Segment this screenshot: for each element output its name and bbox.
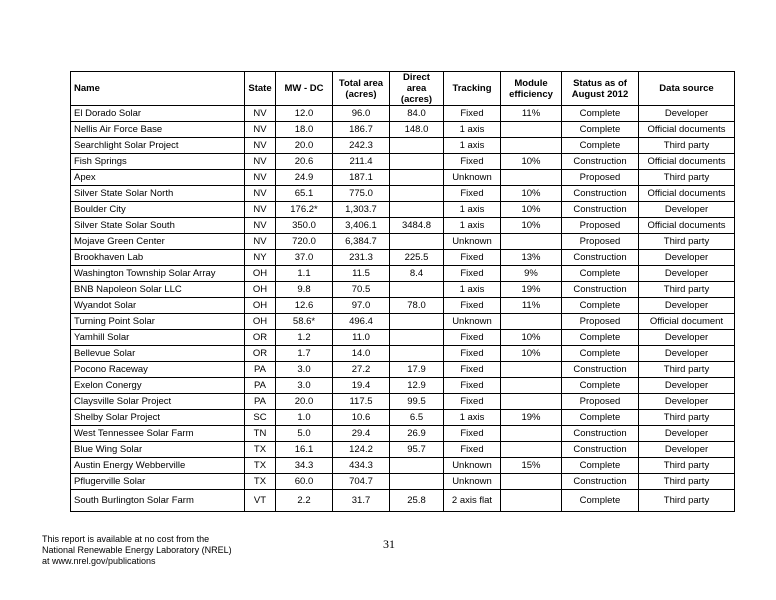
cell-mw-dc: 37.0 bbox=[276, 250, 333, 266]
cell-data-source: Official documents bbox=[639, 154, 735, 170]
header-name: Name bbox=[71, 72, 245, 106]
cell-tracking: Fixed bbox=[444, 266, 501, 282]
cell-state: NV bbox=[245, 170, 276, 186]
cell-state: PA bbox=[245, 362, 276, 378]
cell-mw-dc: 5.0 bbox=[276, 426, 333, 442]
cell-module-efficiency bbox=[501, 138, 562, 154]
table-row bbox=[71, 474, 735, 490]
cell-name: Brookhaven Lab bbox=[71, 250, 245, 266]
cell-data-source: Developer bbox=[639, 426, 735, 442]
footer-line-2: National Renewable Energy Laboratory (NREL) bbox=[42, 545, 232, 555]
cell-total-area: 3,406.1 bbox=[333, 218, 390, 234]
cell-tracking: 1 axis bbox=[444, 282, 501, 298]
table-row bbox=[71, 122, 735, 138]
cell-total-area: 11.0 bbox=[333, 330, 390, 346]
cell-mw-dc: 58.6* bbox=[276, 314, 333, 330]
cell-module-efficiency: 10% bbox=[501, 186, 562, 202]
cell-module-efficiency: 11% bbox=[501, 106, 562, 122]
table-row bbox=[71, 186, 735, 202]
cell-name: Boulder City bbox=[71, 202, 245, 218]
footer-line-1: This report is available at no cost from the bbox=[42, 534, 210, 544]
table-row bbox=[71, 378, 735, 394]
cell-name: Mojave Green Center bbox=[71, 234, 245, 250]
table-row bbox=[71, 234, 735, 250]
cell-module-efficiency bbox=[501, 362, 562, 378]
header-status: Status as of August 2012 bbox=[562, 72, 639, 106]
cell-total-area: 775.0 bbox=[333, 186, 390, 202]
table-row bbox=[71, 202, 735, 218]
table-row bbox=[71, 154, 735, 170]
cell-status: Proposed bbox=[562, 170, 639, 186]
cell-tracking: Unknown bbox=[444, 458, 501, 474]
cell-direct-area: 12.9 bbox=[390, 378, 444, 394]
cell-tracking: 1 axis bbox=[444, 218, 501, 234]
cell-module-efficiency bbox=[501, 234, 562, 250]
cell-module-efficiency bbox=[501, 122, 562, 138]
cell-tracking: Fixed bbox=[444, 362, 501, 378]
cell-mw-dc: 12.6 bbox=[276, 298, 333, 314]
cell-total-area: 117.5 bbox=[333, 394, 390, 410]
cell-state: OH bbox=[245, 282, 276, 298]
cell-state: NV bbox=[245, 122, 276, 138]
cell-status: Construction bbox=[562, 202, 639, 218]
header-tracking: Tracking bbox=[444, 72, 501, 106]
cell-total-area: 187.1 bbox=[333, 170, 390, 186]
table-row bbox=[71, 218, 735, 234]
table-row bbox=[71, 250, 735, 266]
cell-data-source: Developer bbox=[639, 346, 735, 362]
cell-state: PA bbox=[245, 378, 276, 394]
table-row bbox=[71, 410, 735, 426]
cell-name: Claysville Solar Project bbox=[71, 394, 245, 410]
cell-name: Exelon Conergy bbox=[71, 378, 245, 394]
table-header-row bbox=[71, 72, 735, 106]
cell-tracking: 1 axis bbox=[444, 410, 501, 426]
cell-name: Yamhill Solar bbox=[71, 330, 245, 346]
cell-total-area: 11.5 bbox=[333, 266, 390, 282]
cell-data-source: Third party bbox=[639, 458, 735, 474]
table-row bbox=[71, 426, 735, 442]
cell-tracking: Unknown bbox=[444, 170, 501, 186]
cell-status: Complete bbox=[562, 266, 639, 282]
cell-tracking: Fixed bbox=[444, 250, 501, 266]
cell-direct-area bbox=[390, 330, 444, 346]
cell-state: NV bbox=[245, 138, 276, 154]
cell-tracking: Fixed bbox=[444, 394, 501, 410]
cell-name: West Tennessee Solar Farm bbox=[71, 426, 245, 442]
footer-line-3: at www.nrel.gov/publications bbox=[42, 556, 156, 566]
cell-name: Silver State Solar South bbox=[71, 218, 245, 234]
cell-tracking: 2 axis flat bbox=[444, 490, 501, 512]
cell-data-source: Developer bbox=[639, 250, 735, 266]
cell-state: NV bbox=[245, 154, 276, 170]
cell-status: Construction bbox=[562, 442, 639, 458]
page-number: 31 bbox=[383, 537, 395, 551]
table-row bbox=[71, 330, 735, 346]
cell-name: Shelby Solar Project bbox=[71, 410, 245, 426]
cell-direct-area bbox=[390, 202, 444, 218]
table-row bbox=[71, 138, 735, 154]
cell-name: Nellis Air Force Base bbox=[71, 122, 245, 138]
table-row bbox=[71, 314, 735, 330]
cell-module-efficiency bbox=[501, 442, 562, 458]
cell-tracking: Unknown bbox=[444, 314, 501, 330]
cell-status: Construction bbox=[562, 282, 639, 298]
table-row bbox=[71, 490, 735, 512]
cell-total-area: 434.3 bbox=[333, 458, 390, 474]
header-direct-area: Direct area (acres) bbox=[390, 72, 444, 106]
cell-mw-dc: 9.8 bbox=[276, 282, 333, 298]
cell-state: VT bbox=[245, 490, 276, 512]
solar-projects-table bbox=[70, 71, 735, 512]
cell-module-efficiency: 10% bbox=[501, 202, 562, 218]
cell-tracking: 1 axis bbox=[444, 202, 501, 218]
cell-data-source: Third party bbox=[639, 282, 735, 298]
cell-mw-dc: 1.0 bbox=[276, 410, 333, 426]
cell-status: Construction bbox=[562, 474, 639, 490]
cell-status: Complete bbox=[562, 106, 639, 122]
cell-state: TX bbox=[245, 458, 276, 474]
cell-mw-dc: 20.6 bbox=[276, 154, 333, 170]
cell-name: Silver State Solar North bbox=[71, 186, 245, 202]
cell-status: Construction bbox=[562, 426, 639, 442]
cell-data-source: Third party bbox=[639, 362, 735, 378]
cell-tracking: Fixed bbox=[444, 106, 501, 122]
cell-state: OH bbox=[245, 298, 276, 314]
cell-total-area: 70.5 bbox=[333, 282, 390, 298]
cell-name: El Dorado Solar bbox=[71, 106, 245, 122]
cell-mw-dc: 24.9 bbox=[276, 170, 333, 186]
cell-data-source: Developer bbox=[639, 394, 735, 410]
cell-name: Pocono Raceway bbox=[71, 362, 245, 378]
cell-tracking: Fixed bbox=[444, 298, 501, 314]
header-mw-dc: MW - DC bbox=[276, 72, 333, 106]
cell-direct-area bbox=[390, 154, 444, 170]
cell-state: OH bbox=[245, 266, 276, 282]
cell-direct-area: 84.0 bbox=[390, 106, 444, 122]
cell-direct-area bbox=[390, 234, 444, 250]
cell-status: Complete bbox=[562, 138, 639, 154]
cell-state: OR bbox=[245, 330, 276, 346]
cell-status: Proposed bbox=[562, 234, 639, 250]
cell-tracking: Fixed bbox=[444, 442, 501, 458]
cell-status: Construction bbox=[562, 186, 639, 202]
cell-name: Blue Wing Solar bbox=[71, 442, 245, 458]
cell-mw-dc: 1.7 bbox=[276, 346, 333, 362]
cell-tracking: Fixed bbox=[444, 426, 501, 442]
cell-data-source: Official documents bbox=[639, 122, 735, 138]
cell-tracking: Fixed bbox=[444, 330, 501, 346]
cell-module-efficiency: 13% bbox=[501, 250, 562, 266]
cell-state: TN bbox=[245, 426, 276, 442]
cell-data-source: Third party bbox=[639, 138, 735, 154]
cell-total-area: 704.7 bbox=[333, 474, 390, 490]
cell-direct-area: 225.5 bbox=[390, 250, 444, 266]
cell-name: Pflugerville Solar bbox=[71, 474, 245, 490]
cell-mw-dc: 20.0 bbox=[276, 394, 333, 410]
cell-direct-area bbox=[390, 346, 444, 362]
cell-state: NY bbox=[245, 250, 276, 266]
cell-total-area: 14.0 bbox=[333, 346, 390, 362]
cell-module-efficiency: 10% bbox=[501, 346, 562, 362]
cell-direct-area bbox=[390, 282, 444, 298]
cell-tracking: Fixed bbox=[444, 346, 501, 362]
cell-status: Construction bbox=[562, 362, 639, 378]
cell-status: Complete bbox=[562, 378, 639, 394]
cell-direct-area bbox=[390, 314, 444, 330]
cell-mw-dc: 12.0 bbox=[276, 106, 333, 122]
cell-direct-area: 99.5 bbox=[390, 394, 444, 410]
cell-module-efficiency bbox=[501, 426, 562, 442]
cell-status: Construction bbox=[562, 250, 639, 266]
cell-status: Complete bbox=[562, 298, 639, 314]
cell-mw-dc: 176.2* bbox=[276, 202, 333, 218]
cell-data-source: Developer bbox=[639, 298, 735, 314]
table-row bbox=[71, 442, 735, 458]
cell-status: Proposed bbox=[562, 314, 639, 330]
cell-module-efficiency: 10% bbox=[501, 330, 562, 346]
cell-direct-area: 17.9 bbox=[390, 362, 444, 378]
cell-mw-dc: 18.0 bbox=[276, 122, 333, 138]
cell-direct-area: 26.9 bbox=[390, 426, 444, 442]
cell-name: Apex bbox=[71, 170, 245, 186]
cell-mw-dc: 20.0 bbox=[276, 138, 333, 154]
header-data-source: Data source bbox=[639, 72, 735, 106]
cell-mw-dc: 720.0 bbox=[276, 234, 333, 250]
table-row bbox=[71, 106, 735, 122]
cell-direct-area: 95.7 bbox=[390, 442, 444, 458]
cell-module-efficiency bbox=[501, 474, 562, 490]
cell-module-efficiency bbox=[501, 314, 562, 330]
cell-module-efficiency bbox=[501, 490, 562, 512]
cell-data-source: Developer bbox=[639, 106, 735, 122]
cell-name: Searchlight Solar Project bbox=[71, 138, 245, 154]
cell-data-source: Developer bbox=[639, 378, 735, 394]
cell-name: South Burlington Solar Farm bbox=[71, 490, 245, 512]
cell-tracking: 1 axis bbox=[444, 138, 501, 154]
cell-name: Turning Point Solar bbox=[71, 314, 245, 330]
cell-mw-dc: 3.0 bbox=[276, 362, 333, 378]
header-module-efficiency: Module efficiency bbox=[501, 72, 562, 106]
cell-module-efficiency: 19% bbox=[501, 410, 562, 426]
cell-mw-dc: 1.1 bbox=[276, 266, 333, 282]
cell-total-area: 6,384.7 bbox=[333, 234, 390, 250]
cell-module-efficiency bbox=[501, 170, 562, 186]
cell-module-efficiency: 19% bbox=[501, 282, 562, 298]
cell-data-source: Official documents bbox=[639, 218, 735, 234]
cell-module-efficiency: 10% bbox=[501, 218, 562, 234]
cell-direct-area bbox=[390, 170, 444, 186]
cell-module-efficiency bbox=[501, 378, 562, 394]
cell-total-area: 97.0 bbox=[333, 298, 390, 314]
cell-mw-dc: 34.3 bbox=[276, 458, 333, 474]
cell-total-area: 96.0 bbox=[333, 106, 390, 122]
cell-mw-dc: 60.0 bbox=[276, 474, 333, 490]
cell-name: Washington Township Solar Array bbox=[71, 266, 245, 282]
cell-module-efficiency: 9% bbox=[501, 266, 562, 282]
report-availability-note bbox=[42, 534, 232, 567]
cell-state: PA bbox=[245, 394, 276, 410]
cell-name: Bellevue Solar bbox=[71, 346, 245, 362]
cell-mw-dc: 3.0 bbox=[276, 378, 333, 394]
cell-status: Complete bbox=[562, 458, 639, 474]
cell-data-source: Official documents bbox=[639, 186, 735, 202]
cell-name: Wyandot Solar bbox=[71, 298, 245, 314]
cell-direct-area bbox=[390, 458, 444, 474]
cell-total-area: 31.7 bbox=[333, 490, 390, 512]
cell-direct-area: 8.4 bbox=[390, 266, 444, 282]
cell-module-efficiency: 15% bbox=[501, 458, 562, 474]
cell-direct-area: 3484.8 bbox=[390, 218, 444, 234]
cell-total-area: 29.4 bbox=[333, 426, 390, 442]
cell-data-source: Third party bbox=[639, 170, 735, 186]
cell-direct-area bbox=[390, 474, 444, 490]
cell-state: OH bbox=[245, 314, 276, 330]
cell-total-area: 211.4 bbox=[333, 154, 390, 170]
cell-name: Fish Springs bbox=[71, 154, 245, 170]
cell-status: Complete bbox=[562, 330, 639, 346]
cell-mw-dc: 1.2 bbox=[276, 330, 333, 346]
cell-data-source: Developer bbox=[639, 202, 735, 218]
table-row bbox=[71, 458, 735, 474]
cell-state: NV bbox=[245, 234, 276, 250]
cell-data-source: Developer bbox=[639, 330, 735, 346]
cell-total-area: 496.4 bbox=[333, 314, 390, 330]
cell-state: TX bbox=[245, 474, 276, 490]
cell-status: Proposed bbox=[562, 394, 639, 410]
cell-total-area: 19.4 bbox=[333, 378, 390, 394]
cell-total-area: 231.3 bbox=[333, 250, 390, 266]
cell-direct-area bbox=[390, 186, 444, 202]
cell-mw-dc: 350.0 bbox=[276, 218, 333, 234]
cell-data-source: Third party bbox=[639, 410, 735, 426]
table-row bbox=[71, 170, 735, 186]
cell-data-source: Third party bbox=[639, 490, 735, 512]
cell-module-efficiency bbox=[501, 394, 562, 410]
cell-name: Austin Energy Webberville bbox=[71, 458, 245, 474]
cell-status: Complete bbox=[562, 490, 639, 512]
cell-tracking: Fixed bbox=[444, 378, 501, 394]
cell-tracking: Unknown bbox=[444, 234, 501, 250]
cell-tracking: Fixed bbox=[444, 154, 501, 170]
table-row bbox=[71, 362, 735, 378]
header-total-area: Total area (acres) bbox=[333, 72, 390, 106]
table-row bbox=[71, 282, 735, 298]
cell-state: OR bbox=[245, 346, 276, 362]
cell-data-source: Developer bbox=[639, 442, 735, 458]
cell-state: NV bbox=[245, 218, 276, 234]
cell-tracking: Unknown bbox=[444, 474, 501, 490]
cell-mw-dc: 65.1 bbox=[276, 186, 333, 202]
cell-direct-area: 78.0 bbox=[390, 298, 444, 314]
cell-direct-area: 148.0 bbox=[390, 122, 444, 138]
cell-direct-area: 25.8 bbox=[390, 490, 444, 512]
table-row bbox=[71, 346, 735, 362]
cell-module-efficiency: 10% bbox=[501, 154, 562, 170]
cell-direct-area: 6.5 bbox=[390, 410, 444, 426]
cell-state: TX bbox=[245, 442, 276, 458]
cell-total-area: 186.7 bbox=[333, 122, 390, 138]
cell-data-source: Official document bbox=[639, 314, 735, 330]
cell-state: NV bbox=[245, 202, 276, 218]
table-row bbox=[71, 266, 735, 282]
table-row bbox=[71, 394, 735, 410]
cell-mw-dc: 2.2 bbox=[276, 490, 333, 512]
cell-direct-area bbox=[390, 138, 444, 154]
cell-data-source: Third party bbox=[639, 234, 735, 250]
cell-data-source: Developer bbox=[639, 266, 735, 282]
cell-total-area: 1,303.7 bbox=[333, 202, 390, 218]
cell-total-area: 10.6 bbox=[333, 410, 390, 426]
cell-state: NV bbox=[245, 186, 276, 202]
cell-status: Complete bbox=[562, 122, 639, 138]
cell-state: SC bbox=[245, 410, 276, 426]
cell-status: Proposed bbox=[562, 218, 639, 234]
header-state: State bbox=[245, 72, 276, 106]
cell-status: Construction bbox=[562, 154, 639, 170]
cell-total-area: 242.3 bbox=[333, 138, 390, 154]
cell-status: Complete bbox=[562, 346, 639, 362]
cell-mw-dc: 16.1 bbox=[276, 442, 333, 458]
cell-state: NV bbox=[245, 106, 276, 122]
cell-total-area: 124.2 bbox=[333, 442, 390, 458]
cell-module-efficiency: 11% bbox=[501, 298, 562, 314]
cell-total-area: 27.2 bbox=[333, 362, 390, 378]
table-row bbox=[71, 298, 735, 314]
cell-name: BNB Napoleon Solar LLC bbox=[71, 282, 245, 298]
cell-data-source: Third party bbox=[639, 474, 735, 490]
cell-status: Complete bbox=[562, 410, 639, 426]
cell-tracking: 1 axis bbox=[444, 122, 501, 138]
cell-tracking: Fixed bbox=[444, 186, 501, 202]
